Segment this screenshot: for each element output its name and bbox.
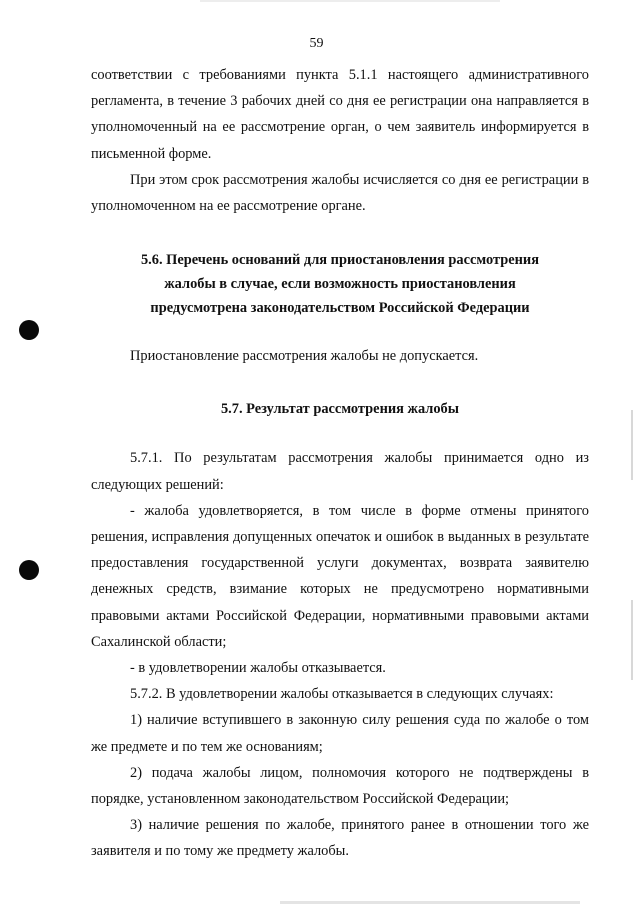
section-5-7-heading: 5.7. Результат рассмотрения жалобы [220, 401, 459, 418]
page-number: 59 [309, 36, 324, 51]
section-5-6-heading [91, 248, 589, 320]
punch-hole-top [19, 320, 39, 340]
refusal-case-1: 1) наличие вступившего в законную силу решения суда по жалобе о том же предмете и по тем же основаниям; [91, 712, 589, 755]
refusal-case-3: 3) наличие решения по жалобе, принятого ранее в отношении того же заявителя и по тому же предмету жалобы. [91, 817, 589, 860]
paragraph-5-7-2: 5.7.2. В удовлетворении жалобы отказывается в следующих случаях: [130, 686, 554, 703]
paragraph-5-7-1: 5.7.1. По результатам рассмотрения жалобы принимается одно из следующих решений: [91, 450, 589, 493]
paragraph-suspension: Приостановление рассмотрения жалобы не допускается. [130, 348, 479, 365]
decision-satisfied: - жалоба удовлетворяется, в том числе в форме отмены принятого решения, исправления допущенных опечаток и ошибок в выданных в результате предоставления государственной услуги документах, возврата заявителю денежных средств, взимание которых не предусмотрено нормативными правовыми актами Российской Федерации, нормативными правовыми актами Сахалинской области; [91, 502, 589, 650]
scan-edge-top [200, 0, 500, 2]
paragraph-review-period: При этом срок рассмотрения жалобы исчисляется со дня ее регистрации в уполномоченном на ее рассмотрение органе. [91, 171, 589, 215]
section-5-6-heading-line-1: 5.6. Перечень оснований для приостановления рассмотрения [140, 252, 540, 269]
punch-hole-bottom [19, 560, 39, 580]
document-body [91, 62, 589, 865]
section-5-6-heading-line-2: жалобы в случае, если возможность приостановления [164, 276, 516, 293]
decision-refused: - в удовлетворении жалобы отказывается. [130, 660, 386, 677]
paragraph-continuation: соответствии с требованиями пункта 5.1.1 настоящего административного регламента, в течение 3 рабочих дней со дня ее регистрации она направляется в уполномоченный на ее рассмотрение орган, о чем заявитель информируется в письменной форме. [91, 67, 589, 162]
section-5-6-heading-line-3: предусмотрена законодательством Российской Федерации [150, 300, 530, 317]
refusal-case-2: 2) подача жалобы лицом, полномочия которого не подтверждены в порядке, установленном законодательством Российской Федерации; [91, 764, 589, 808]
